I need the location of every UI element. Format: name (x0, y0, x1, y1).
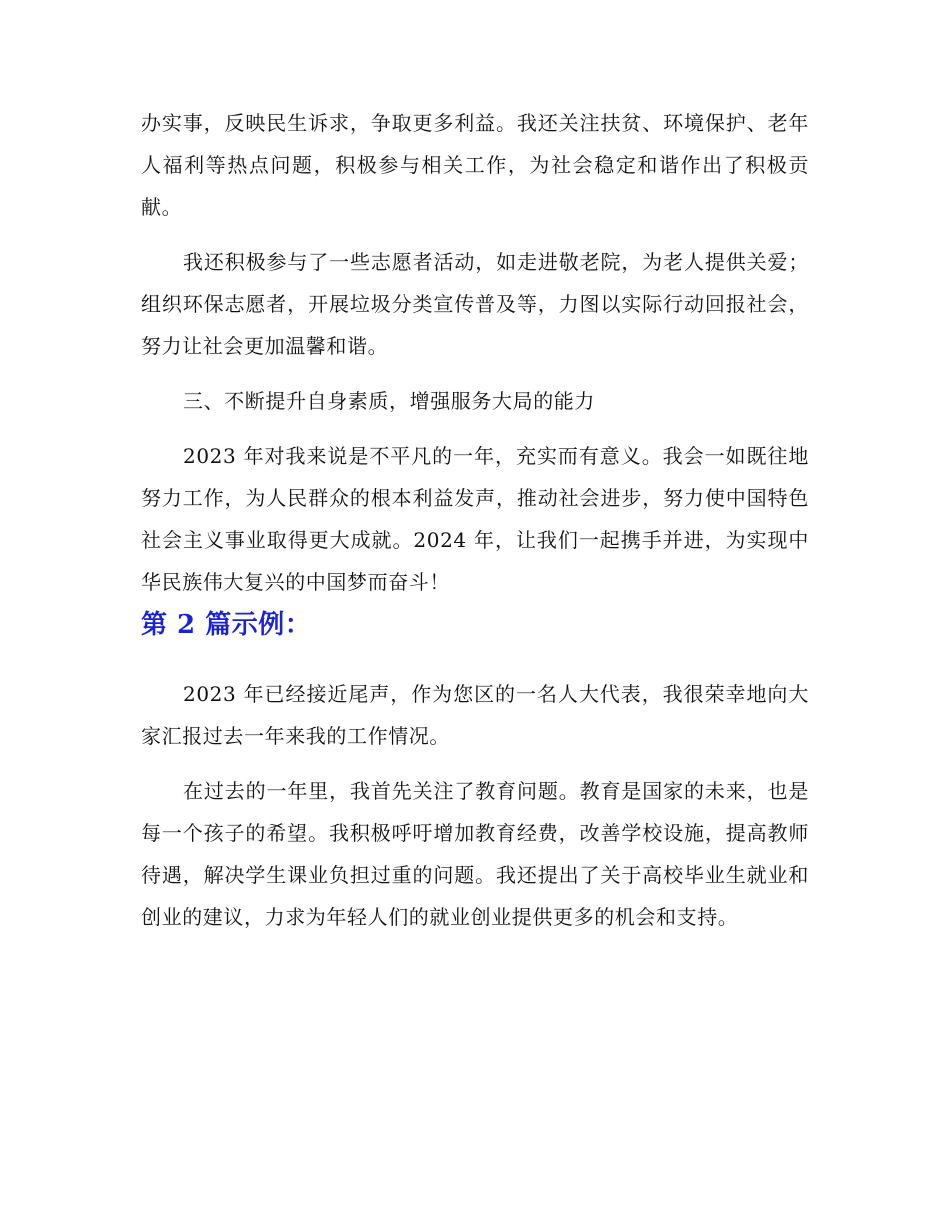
subheading-section-three: 三、不断提升自身素质，增强服务大局的能力 (183, 389, 595, 413)
document-body (141, 102, 809, 938)
paragraph-volunteer: 我还积极参与了一些志愿者活动，如走进敬老院，为老人提供关爱；组织环保志愿者，开展垃圾分类宣传普及等，力图以实际行动回报社会，努力让社会更加温馨和谐。 (141, 250, 809, 358)
paragraph-intro: 2023 年已经接近尾声，作为您区的一名人大代表，我很荣幸地向大家汇报过去一年来我的工作情况。 (141, 682, 809, 748)
paragraph-continuation: 办实事，反映民生诉求，争取更多利益。我还关注扶贫、环境保护、老年人福利等热点问题，积极参与相关工作，为社会稳定和谐作出了积极贡献。 (141, 111, 809, 219)
paragraph-closing: 2023 年对我来说是不平凡的一年，充实而有意义。我会一如既往地努力工作，为人民群众的根本利益发声，推动社会进步，努力使中国特色社会主义事业取得更大成就。2024 年，让我们一起携手并进，为实现中华民族伟大复兴的中国梦而奋斗！ (141, 444, 809, 594)
section-heading-example-2: 第 2 篇示例： (141, 610, 312, 640)
paragraph-education: 在过去的一年里，我首先关注了教育问题。教育是国家的未来，也是每一个孩子的希望。我积极呼吁增加教育经费，改善学校设施，提高教师待遇，解决学生课业负担过重的问题。我还提出了关于高校毕业生就业和创业的建议，力求为年轻人们的就业创业提供更多的机会和支持。 (141, 779, 809, 929)
